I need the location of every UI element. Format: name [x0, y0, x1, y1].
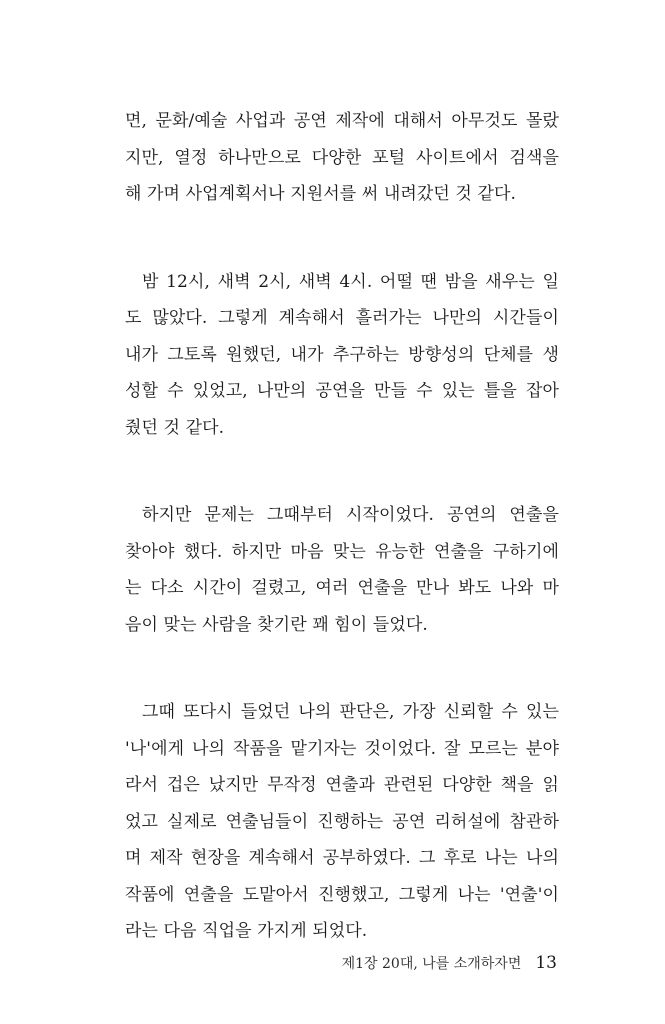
text-line: 며 제작 현장을 계속해서 공부하였다. 그 후로 나는 나의 — [125, 848, 559, 868]
paragraph-3 — [125, 497, 559, 643]
text-line: 도 많았다. 그렇게 계속해서 흘러가는 나만의 시간들이 — [125, 308, 559, 328]
chapter-title: 제1장 20대, 나를 소개하자면 — [341, 956, 522, 972]
paragraph-1 — [125, 103, 559, 213]
text-line: 하지만 문제는 그때부터 시작이었다. 공연의 연출을 — [142, 505, 559, 525]
text-line: 는 다소 시간이 걸렸고, 여러 연출을 만나 봐도 나와 마 — [125, 578, 559, 598]
text-line: 그때 또다시 들었던 나의 판단은, 가장 신뢰할 수 있는 — [142, 702, 559, 722]
text-line: 해 가며 사업계획서나 지원서를 써 내려갔던 것 같다. — [125, 184, 516, 204]
page-number: 13 — [535, 953, 557, 973]
text-line: 면, 문화/예술 사업과 공연 제작에 대해서 아무것도 몰랐 — [125, 111, 559, 131]
text-line: 줬던 것 같다. — [125, 417, 225, 438]
paragraph-2 — [125, 264, 559, 447]
text-line: 밤 12시, 새벽 2시, 새벽 4시. 어떨 땐 밤을 새우는 일 — [142, 271, 559, 292]
text-line: 내가 그토록 원했던, 내가 추구하는 방향성의 단체를 생 — [125, 344, 559, 365]
text-line: 성할 수 있었고, 나만의 공연을 만들 수 있는 틀을 잡아 — [125, 381, 559, 401]
text-line: 었고 실제로 연출님들이 진행하는 공연 리허설에 참관하 — [125, 811, 559, 832]
page-footer — [342, 953, 557, 975]
text-line: 음이 맞는 사람을 찾기란 꽤 힘이 들었다. — [125, 614, 428, 635]
body-text — [125, 103, 559, 1001]
paragraph-4 — [125, 694, 559, 950]
text-line: 찾아야 했다. 하지만 마음 맞는 유능한 연출을 구하기에 — [125, 541, 559, 562]
text-line: '나'에게 나의 작품을 맡기자는 것이었다. 잘 모르는 분야 — [125, 738, 559, 759]
text-line: 지만, 열정 하나만으로 다양한 포털 사이트에서 검색을 — [125, 147, 559, 168]
text-line: 작품에 연출을 도맡아서 진행했고, 그렇게 나는 '연출'이 — [125, 884, 559, 905]
text-line: 라서 겁은 났지만 무작정 연출과 관련된 다양한 책을 읽 — [125, 775, 559, 795]
text-line: 라는 다음 직업을 가지게 되었다. — [125, 921, 368, 941]
